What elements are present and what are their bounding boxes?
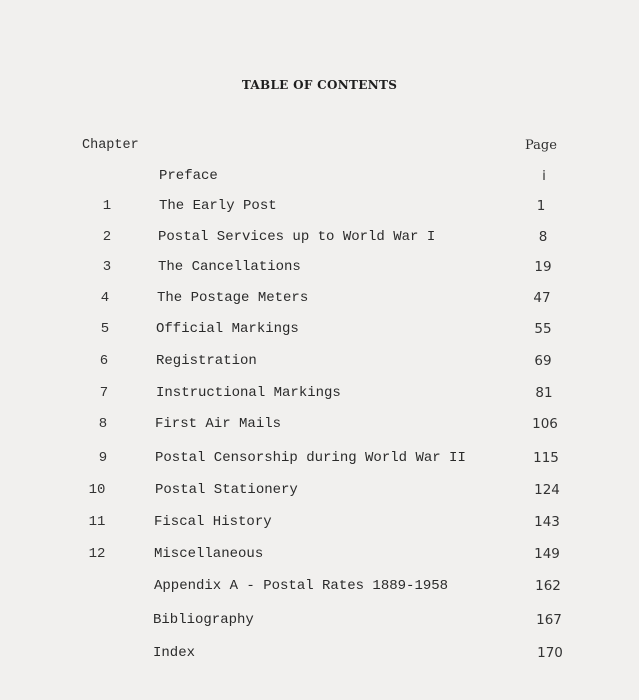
entry-title: Index [153,645,196,661]
page-number: 69 [534,353,552,369]
chapter-number: 9 [98,450,108,466]
chapter-number: 1 [102,198,112,214]
entry-title: Postal Stationery [155,482,298,498]
chapter-number: 8 [98,416,108,432]
chapter-number: 4 [100,290,110,306]
chapter-number: 3 [102,259,112,275]
page-number: 106 [532,416,558,432]
page-number: 124 [534,482,560,498]
toc-entry [0,290,639,310]
toc-entry [0,612,639,632]
page-number: 19 [534,259,552,275]
page-number: 115 [533,450,559,466]
entry-title: Miscellaneous [154,546,264,562]
page-number: 143 [534,514,560,530]
page-number: 81 [535,385,553,401]
toc-entry [0,578,639,598]
toc-entry [0,353,639,373]
entry-title: Postal Censorship during World War II [155,450,466,466]
entry-title: The Postage Meters [157,290,309,306]
toc-entry [0,321,639,341]
toc-entry [0,546,639,566]
entry-title: Fiscal History [154,514,272,530]
toc-entry [0,229,639,249]
toc-entry [0,259,639,279]
entry-title: Instructional Markings [156,385,341,401]
entry-title: Registration [156,353,257,369]
toc-entry [0,168,639,188]
chapter-number: 6 [99,353,109,369]
entry-title: Bibliography [153,612,254,628]
toc-entry [0,482,639,502]
chapter-number: 10 [88,482,106,498]
chapter-number: 2 [102,229,112,245]
page-number: 167 [536,612,562,628]
entry-title: The Early Post [159,198,277,214]
page-title: TABLE OF CONTENTS [241,78,398,92]
toc-entry [0,385,639,405]
chapter-number: 7 [99,385,109,401]
entry-title: The Cancellations [158,259,301,275]
toc-entry [0,450,639,470]
toc-entry [0,416,639,436]
chapter-number: 5 [100,321,110,337]
entry-title: Appendix A - Postal Rates 1889-1958 [154,578,449,594]
entry-title: Preface [159,168,218,184]
toc-entry [0,198,639,218]
page-number: 170 [537,645,563,661]
chapter-number: 11 [88,514,106,530]
chapter-number: 12 [88,546,106,562]
entry-title: First Air Mails [155,416,282,432]
page-number: 47 [533,290,551,306]
page-number: 55 [534,321,552,337]
entry-title: Postal Services up to World War I [158,229,436,245]
page-number: 162 [535,578,561,594]
toc-entry [0,645,639,665]
entry-title: Official Markings [156,321,299,337]
page-number: 8 [538,229,548,245]
column-header-chapter: Chapter [82,138,139,153]
page-number: 1 [536,198,546,214]
page-number: i [542,168,546,184]
page-number: 149 [534,546,560,562]
column-header-page: Page [525,138,557,153]
toc-entry [0,514,639,534]
